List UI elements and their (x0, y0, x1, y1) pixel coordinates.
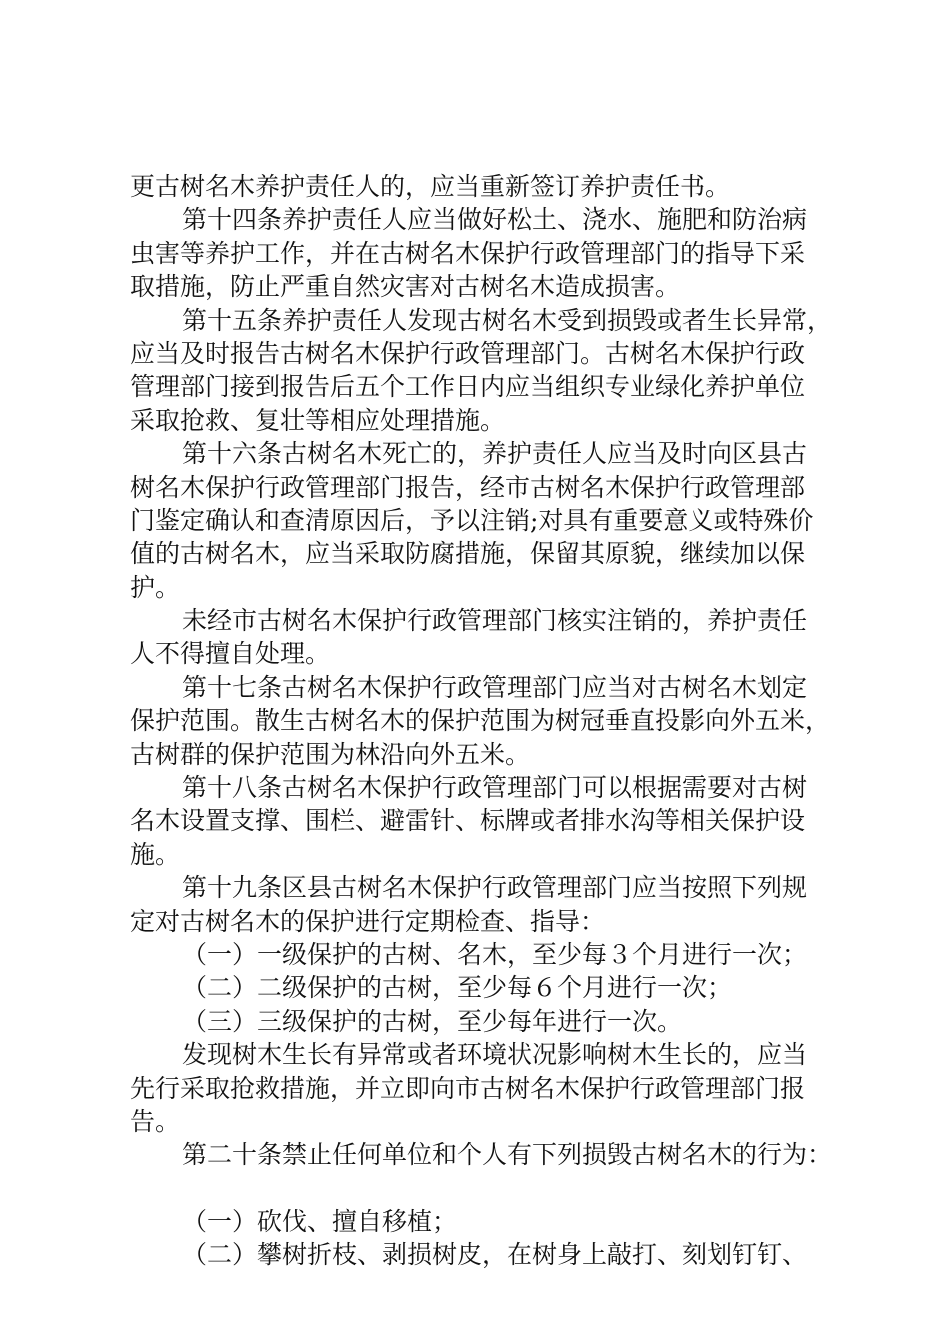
text-line: 采取抢救、复壮等相应处理措施。 (130, 405, 506, 435)
article-14-text: 第十四条养护责任人应当做好松土、浇水、施肥和防治病 (182, 205, 808, 235)
list-item-text: （三）三级保护的古树，至少每年进行一次。 (182, 1006, 683, 1036)
text-line: 值的古树名木，应当采取防腐措施，保留其原貌，继续加以保 (130, 539, 806, 569)
text-line: 管理部门接到报告后五个工作日内应当组织专业绿化养护单位 (130, 372, 806, 402)
list-item-text: （一）砍伐、擅自移植； (182, 1206, 458, 1236)
blank-line (130, 1172, 842, 1205)
text-line: 施。 (130, 839, 181, 869)
text-line: 取措施，防止严重自然灾害对古树名木造成损害。 (130, 272, 681, 302)
text-line: 告。 (130, 1106, 181, 1136)
text-line: 古树群的保护范围为林沿向外五米。 (130, 739, 531, 769)
text-line: 门鉴定确认和查清原因后，予以注销;对具有重要意义或特殊价 (130, 505, 814, 535)
list-item-text: （二）二级保护的古树，至少每６个月进行一次； (182, 973, 733, 1003)
paragraph-text: 未经市古树名木保护行政管理部门核实注销的，养护责任 (182, 606, 808, 636)
article-16-text: 第十六条古树名木死亡的，养护责任人应当及时向区县古 (182, 439, 808, 469)
text-line: 虫害等养护工作，并在古树名木保护行政管理部门的指导下采 (130, 238, 806, 268)
article-18-text: 第十八条古树名木保护行政管理部门可以根据需要对古树 (182, 773, 808, 803)
text-line: 先行采取抢救措施，并立即向市古树名木保护行政管理部门报 (130, 1073, 806, 1103)
list-item-text: （二）攀树折枝、剥损树皮，在树身上敲打、刻划钉钉、 (182, 1240, 808, 1270)
article-19-text: 第十九条区县古树名木保护行政管理部门应当按照下列规 (182, 873, 808, 903)
text-line: 应当及时报告古树名木保护行政管理部门。古树名木保护行政 (130, 338, 806, 368)
document-page (130, 170, 842, 1272)
text-line: 树名木保护行政管理部门报告，经市古树名木保护行政管理部 (130, 472, 806, 502)
text-line: 保护范围。散生古树名木的保护范围为树冠垂直投影向外五米， (130, 706, 831, 736)
text-line: 更古树名木养护责任人的，应当重新签订养护责任书。 (130, 172, 731, 201)
text-line: 护。 (130, 572, 181, 602)
article-17-text: 第十七条古树名木保护行政管理部门应当对古树名木划定 (182, 672, 808, 702)
text-line: 定对古树名木的保护进行定期检查、指导： (130, 906, 606, 936)
article-15-text: 第十五条养护责任人发现古树名木受到损毁或者生长异常， (182, 305, 833, 335)
paragraph-text: 发现树木生长有异常或者环境状况影响树木生长的，应当 (182, 1040, 808, 1070)
text-line: 人不得擅自处理。 (130, 639, 331, 669)
article-20-text: 第二十条禁止任何单位和个人有下列损毁古树名木的行为： (182, 1140, 833, 1170)
text-line: 名木设置支撑、围栏、避雷针、标牌或者排水沟等相关保护设 (130, 806, 806, 836)
list-item-text: （一）一级保护的古树、名木，至少每３个月进行一次； (182, 939, 808, 969)
